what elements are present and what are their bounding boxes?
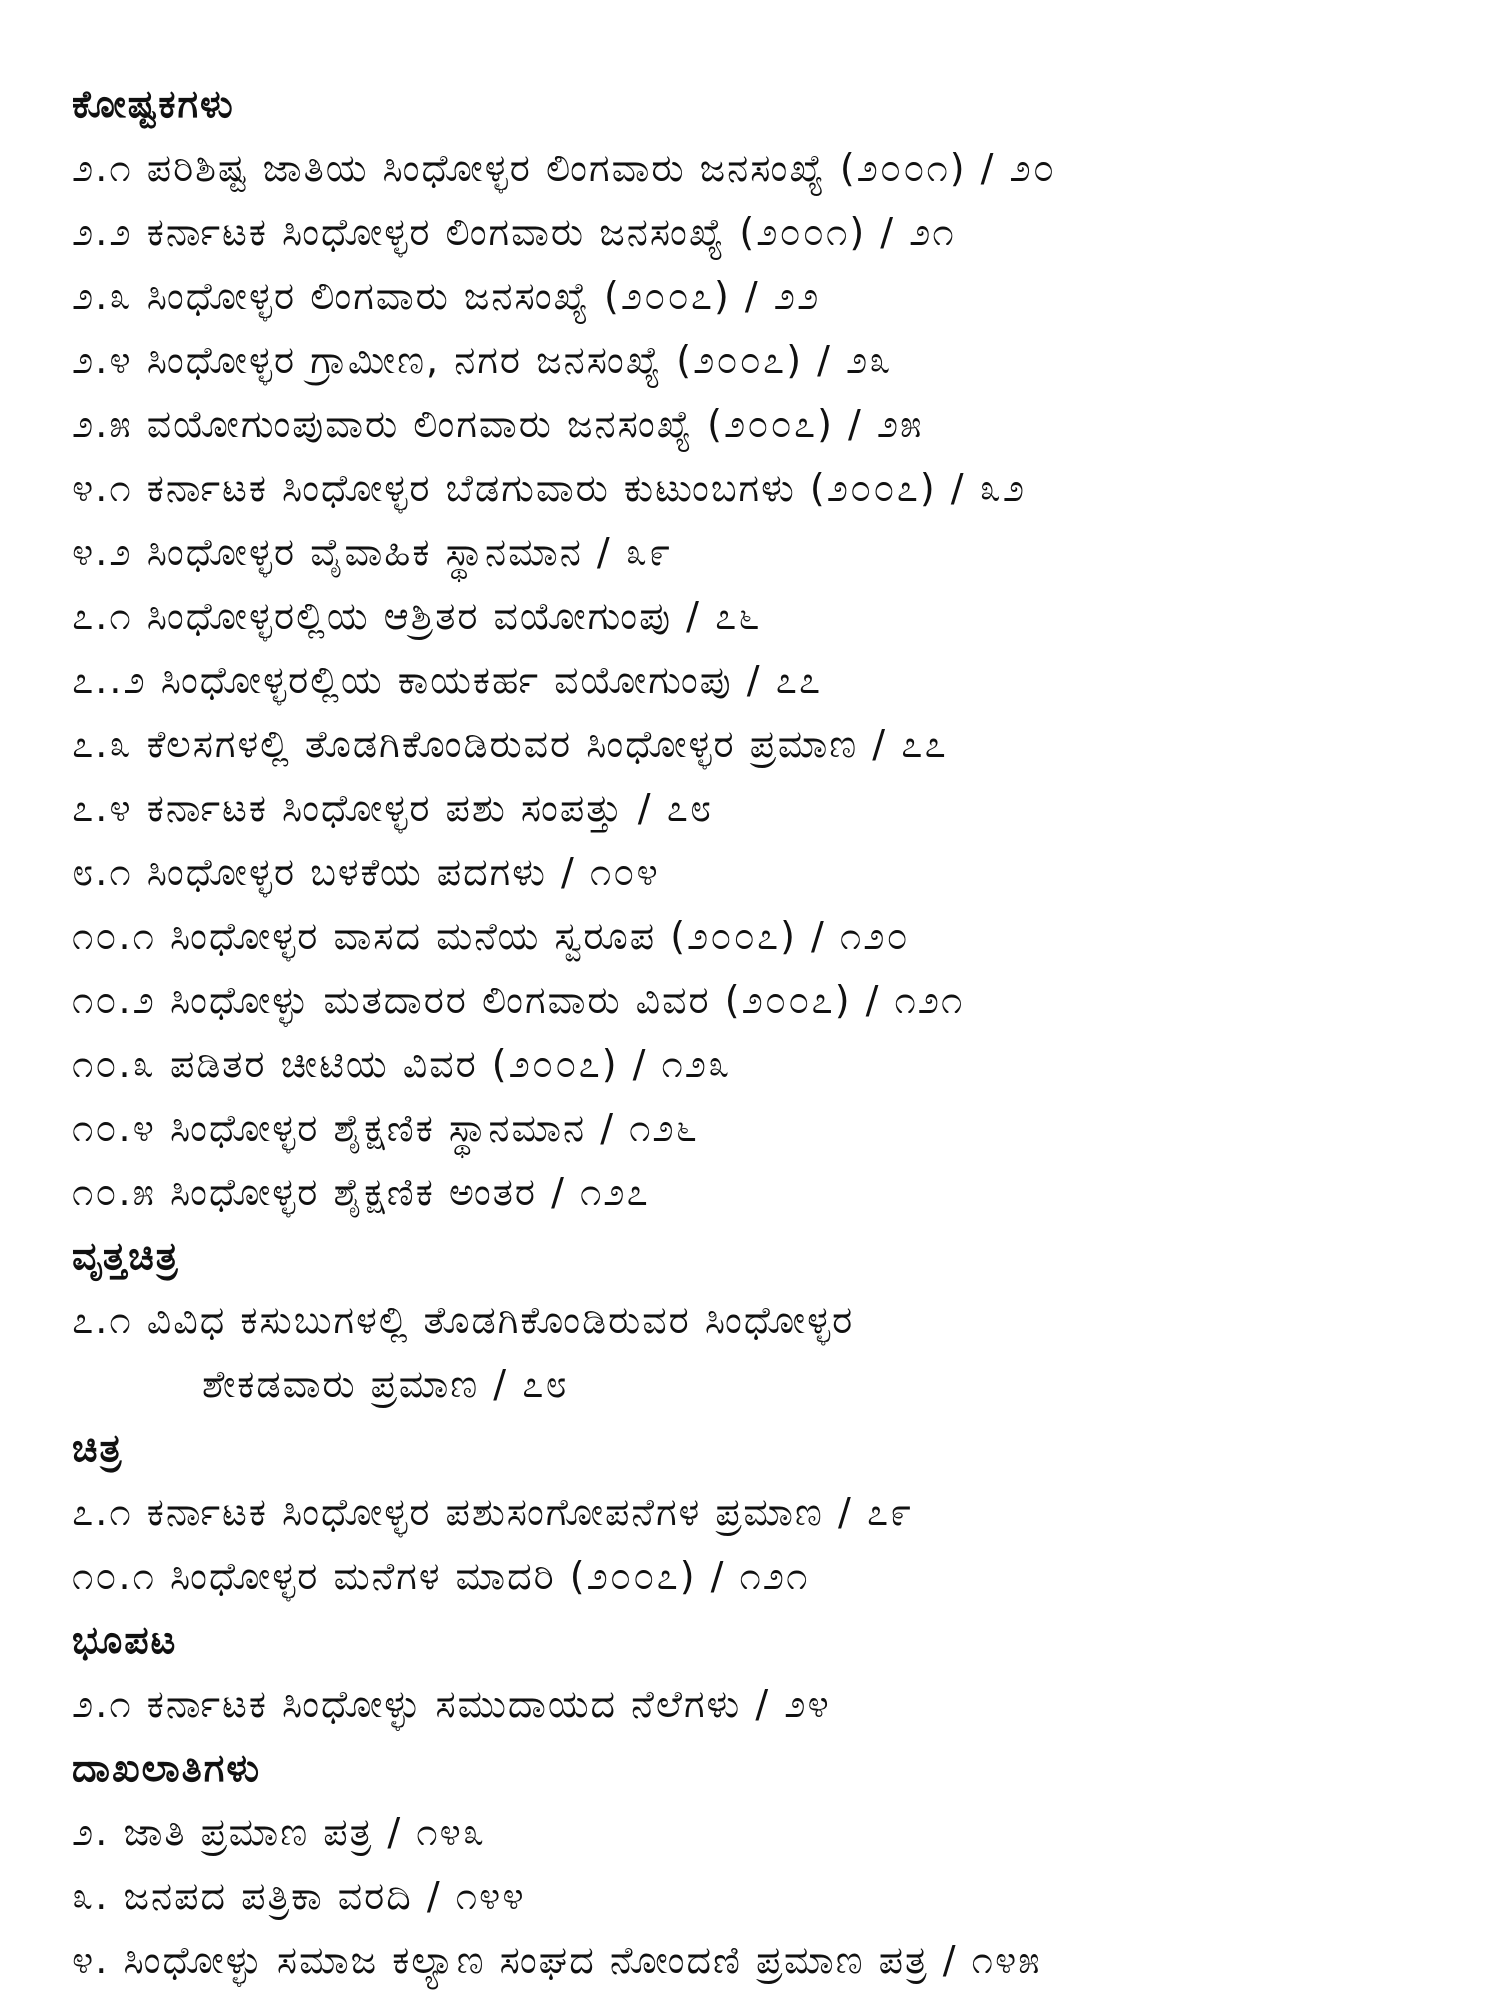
table-entry: ೨.೫ ವಯೋಗುಂಪುವಾರು ಲಿಂಗವಾರು ಜನಸಂಖ್ಯೆ (೨೦೦೭) / ೨೫ (72, 402, 924, 446)
table-entry: ೭.೪ ಕರ್ನಾಟಕ ಸಿಂಧೋಳ್ಳರ ಪಶು ಸಂಪತ್ತು / ೭೮ (72, 786, 714, 830)
table-entry: ೧೦.೩ ಪಡಿತರ ಚೀಟಿಯ ವಿವರ (೨೦೦೭) / ೧೨೩ (72, 1042, 732, 1086)
table-entry: ೮.೧ ಸಿಂಧೋಳ್ಳರ ಬಳಕೆಯ ಪದಗಳು / ೧೦೪ (72, 850, 660, 894)
tables-heading: ಕೋಷ್ಟಕಗಳು (72, 82, 235, 126)
document-page (72, 72, 1472, 1992)
figure-entry: ೭.೧ ಕರ್ನಾಟಕ ಸಿಂಧೋಳ್ಳರ ಪಶುಸಂಗೋಪನೆಗಳ ಪ್ರಮಾಣ / ೭೯ (72, 1490, 914, 1534)
maps-section (72, 1608, 1472, 1736)
documents-heading: ದಾಖಲಾತಿಗಳು (72, 1746, 262, 1790)
pie-charts-section (72, 1224, 1472, 1416)
document-entry: ೩. ಜನಪದ ಪತ್ರಿಕಾ ವರದಿ / ೧೪೪ (72, 1874, 526, 1918)
table-entry: ೨.೨ ಕರ್ನಾಟಕ ಸಿಂಧೋಳ್ಳರ ಲಿಂಗವಾರು ಜನಸಂಖ್ಯೆ (೨೦೦೧) / ೨೧ (72, 210, 956, 254)
table-entry: ೭..೨ ಸಿಂಧೋಳ್ಳರಲ್ಲಿಯ ಕಾಯಕರ್ಹ ವಯೋಗುಂಪು / ೭೭ (72, 658, 823, 702)
document-entry: ೨. ಜಾತಿ ಪ್ರಮಾಣ ಪತ್ರ / ೧೪೩ (72, 1810, 487, 1854)
pie-chart-entry-line1: ೭.೧ ವಿವಿಧ ಕಸುಬುಗಳಲ್ಲಿ ತೊಡಗಿಕೊಂಡಿರುವರ ಸಿಂಧೋಳ್ಳರ (72, 1298, 855, 1342)
table-entry: ೧೦.೨ ಸಿಂಧೋಳ್ಳು ಮತದಾರರ ಲಿಂಗವಾರು ವಿವರ (೨೦೦೭) / ೧೨೧ (72, 978, 965, 1022)
table-entry: ೧೦.೫ ಸಿಂಧೋಳ್ಳರ ಶೈಕ್ಷಣಿಕ ಅಂತರ / ೧೨೭ (72, 1170, 650, 1214)
table-entry: ೭.೩ ಕೆಲಸಗಳಲ್ಲಿ ತೊಡಗಿಕೊಂಡಿರುವರ ಸಿಂಧೋಳ್ಳರ ಪ್ರಮಾಣ / ೭೭ (72, 722, 948, 766)
table-entry: ೪.೧ ಕರ್ನಾಟಕ ಸಿಂಧೋಳ್ಳರ ಬೆಡಗುವಾರು ಕುಟುಂಬಗಳು (೨೦೦೭) / ೩೨ (72, 466, 1027, 510)
table-entry: ೨.೪ ಸಿಂಧೋಳ್ಳರ ಗ್ರಾಮೀಣ, ನಗರ ಜನಸಂಖ್ಯೆ (೨೦೦೭) / ೨೩ (72, 338, 893, 382)
figure-entry: ೧೦.೧ ಸಿಂಧೋಳ್ಳರ ಮನೆಗಳ ಮಾದರಿ (೨೦೦೭) / ೧೨೧ (72, 1554, 810, 1598)
table-entry: ೭.೧ ಸಿಂಧೋಳ್ಳರಲ್ಲಿಯ ಆಶ್ರಿತರ ವಯೋಗುಂಪು / ೭೬ (72, 594, 762, 638)
table-entry: ೧೦.೪ ಸಿಂಧೋಳ್ಳರ ಶೈಕ್ಷಣಿಕ ಸ್ಥಾನಮಾನ / ೧೨೬ (72, 1106, 699, 1150)
documents-section (72, 1736, 1472, 1992)
figures-heading: ಚಿತ್ರ (72, 1426, 124, 1470)
document-entry: ೪. ಸಿಂಧೋಳ್ಳು ಸಮಾಜ ಕಲ್ಯಾಣ ಸಂಘದ ನೋಂದಣಿ ಪ್ರಮಾಣ ಪತ್ರ / ೧೪೫ (72, 1938, 1042, 1982)
pie-chart-entry-line2: ಶೇಕಡವಾರು ಪ್ರಮಾಣ / ೭೮ (202, 1362, 569, 1406)
map-entry: ೨.೧ ಕರ್ನಾಟಕ ಸಿಂಧೋಳ್ಳು ಸಮುದಾಯದ ನೆಲೆಗಳು / ೨೪ (72, 1682, 831, 1726)
figures-section (72, 1416, 1472, 1608)
pie-charts-heading: ವೃತ್ತಚಿತ್ರ (72, 1234, 180, 1278)
table-entry: ೨.೧ ಪರಿಶಿಷ್ಟ ಜಾತಿಯ ಸಿಂಧೋಳ್ಳರ ಲಿಂಗವಾರು ಜನಸಂಖ್ಯೆ (೨೦೦೧) / ೨೦ (72, 146, 1057, 190)
table-entry: ೪.೨ ಸಿಂಧೋಳ್ಳರ ವೈವಾಹಿಕ ಸ್ಥಾನಮಾನ / ೩೯ (72, 530, 673, 574)
maps-heading: ಭೂಪಟ (72, 1618, 178, 1662)
table-entry: ೧೦.೧ ಸಿಂಧೋಳ್ಳರ ವಾಸದ ಮನೆಯ ಸ್ವರೂಪ (೨೦೦೭) / ೧೨೦ (72, 914, 910, 958)
tables-section (72, 72, 1472, 1224)
table-entry: ೨.೩ ಸಿಂಧೋಳ್ಳರ ಲಿಂಗವಾರು ಜನಸಂಖ್ಯೆ (೨೦೦೭) / ೨೨ (72, 274, 821, 318)
